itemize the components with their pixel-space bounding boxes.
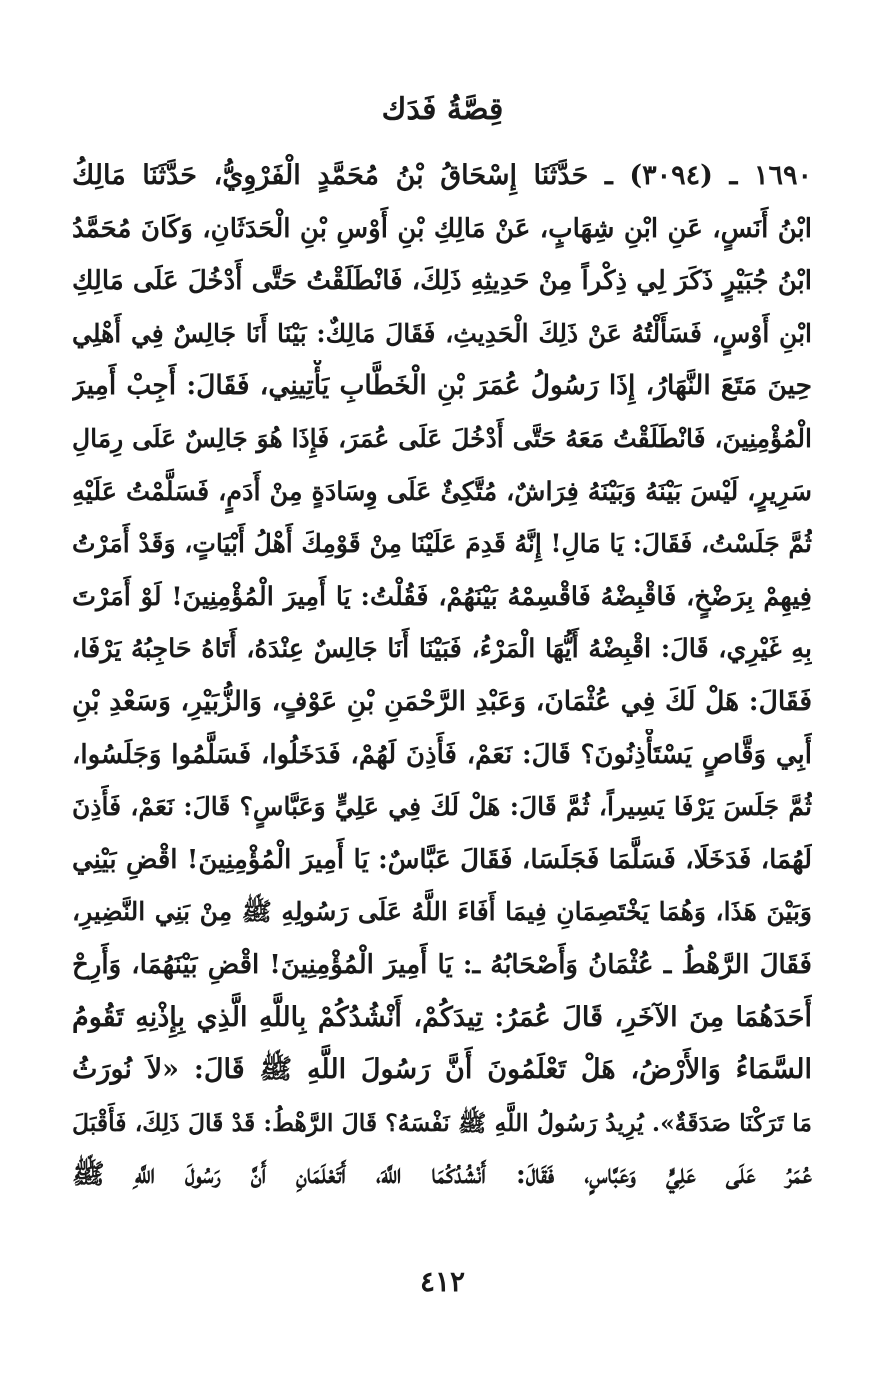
text-line: ابْنِ أَوْسٍ، فَسَأَلْتُهُ عَنْ ذَلِكَ الْحَدِيثِ، فَقَالَ مَالِكٌ: بَيْنَا أَنَا جَالِسٌ فِي أَهْلِي — [72, 318, 812, 348]
text-line: فِيهِمْ بِرَضْخٍ، فَاقْبِضْهُ فَاقْسِمْهُ بَيْنَهُمْ، فَقُلْتُ: يَا أَمِيرَ الْمُؤْمِنِينَ! لَوْ أَمَرْتَ — [72, 581, 812, 612]
text-line: وَبَيْنَ هَذَا، وَهُمَا يَخْتَصِمَانِ فِيمَا أَفَاءَ اللَّهُ عَلَى رَسُولِهِ ﷺ مِنْ بَنِي النَّضِيرِ، — [72, 897, 812, 927]
text-line: مَا تَرَكْنَا صَدَقَةٌ». يُرِيدُ رَسُولُ اللَّهِ ﷺ نَفْسَهُ؟ قَالَ الرَّهْطُ: قَدْ قَالَ ذَلِكَ، فَأَقْبَلَ — [72, 1108, 812, 1137]
hadith-text-block — [72, 150, 812, 1202]
text-line: حِينَ مَتَعَ النَّهَارُ، إِذَا رَسُولُ عُمَرَ بْنِ الْخَطَّابِ يَأْتِينِي، فَقَالَ: أَجِبْ أَمِيرَ — [72, 370, 812, 402]
text-line: أَبِي وَقَّاصٍ يَسْتَأْذِنُونَ؟ قَالَ: نَعَمْ، فَأَذِنَ لَهُمْ، فَدَخَلُوا، فَسَلَّمُوا وَجَلَسُوا، — [72, 739, 812, 770]
text-line: لَهُمَا، فَدَخَلَا، فَسَلَّمَا فَجَلَسَا، فَقَالَ عَبَّاسٌ: يَا أَمِيرَ الْمُؤْمِنِينَ! اقْضِ بَيْنِي — [72, 844, 812, 875]
text-line: ابْنُ أَنَسٍ، عَنِ ابْنِ شِهَابٍ، عَنْ مَالِكِ بْنِ أَوْسِ بْنِ الْحَدَثَانِ، وَكَانَ مُحَمَّدُ — [72, 213, 812, 244]
text-line: ثُمَّ جَلَسَ يَرْفَا يَسِيراً، ثُمَّ قَالَ: هَلْ لَكَ فِي عَلِيٍّ وَعَبَّاسٍ؟ قَالَ: نَعَمْ، فَأَذِنَ — [72, 792, 812, 822]
text-line: أَحَدَهُمَا مِنَ الآخَرِ، قَالَ عُمَرُ: تِيدَكُمْ، أَنْشُدُكُمْ بِاللَّهِ الَّذِي بِإِذْنِهِ تَقُومُ — [72, 1001, 812, 1033]
text-line: ١٦٩٠ ـ (٣٠٩٤) ـ حَدَّثَنَا إِسْحَاقُ بْنُ مُحَمَّدٍ الْفَرْوِيُّ، حَدَّثَنَا مَالِكُ — [72, 160, 812, 191]
text-line: فَقَالَ الرَّهْطُ ـ عُثْمَانُ وَأَصْحَابُهُ ـ: يَا أَمِيرَ الْمُؤْمِنِينَ! اقْضِ بَيْنَهُمَا، وَأَرِحْ — [72, 949, 812, 980]
text-line: ابْنُ جُبَيْرٍ ذَكَرَ لِي ذِكْراً مِنْ حَدِيثِهِ ذَلِكَ، فَانْطَلَقْتُ حَتَّى أَدْخُلَ عَلَى مَالِكِ — [72, 266, 812, 297]
page-title: قِصَّةُ فَدَك — [381, 92, 504, 127]
text-line: الْمُؤْمِنِينَ، فَانْطَلَقْتُ مَعَهُ حَتَّى أَدْخُلَ عَلَى عُمَرَ، فَإِذَا هُوَ جَالِسٌ عَلَى رِمَالِ — [72, 423, 812, 453]
text-line: ثُمَّ جَلَسْتُ، فَقَالَ: يَا مَالِ! إِنَّهُ قَدِمَ عَلَيْنَا مِنْ قَوْمِكَ أَهْلُ أَبْيَاتٍ، وَقَدْ أَمَرْتُ — [72, 529, 812, 559]
page-number: ٤١٢ — [419, 1265, 466, 1298]
text-line: عُمَرُ عَلَى عَلِيٍّ وَعَبَّاسٍ، فَقَالَ: أَنْشُدُكُمَا اللَّهَ، أَتَعْلَمَانِ أَنَّ رَسُولَ اللَّهِ ﷺ — [72, 1159, 812, 1191]
text-line: بِهِ غَيْرِي، قَالَ: اقْبِضْهُ أَيُّهَا الْمَرْءُ، فَبَيْنَا أَنَا جَالِسٌ عِنْدَهُ، أَتَاهُ حَاجِبُهُ يَرْفَا، — [72, 634, 812, 665]
text-line: فَقَالَ: هَلْ لَكَ فِي عُثْمَانَ، وَعَبْدِ الرَّحْمَنِ بْنِ عَوْفٍ، وَالزُّبَيْرِ، وَسَعْدِ بْنِ — [72, 685, 812, 717]
text-line: السَّمَاءُ وَالأَرْضُ، هَلْ تَعْلَمُونَ أَنَّ رَسُولَ اللَّهِ ﷺ قَالَ: «لاَ نُورَثُ — [72, 1054, 812, 1086]
text-line: سَرِيرٍ، لَيْسَ بَيْنَهُ وَبَيْنَهُ فِرَاشٌ، مُتَّكِئٌ عَلَى وِسَادَةٍ مِنْ أَدَمٍ، فَسَلَّمْتُ عَلَيْهِ — [72, 476, 812, 507]
